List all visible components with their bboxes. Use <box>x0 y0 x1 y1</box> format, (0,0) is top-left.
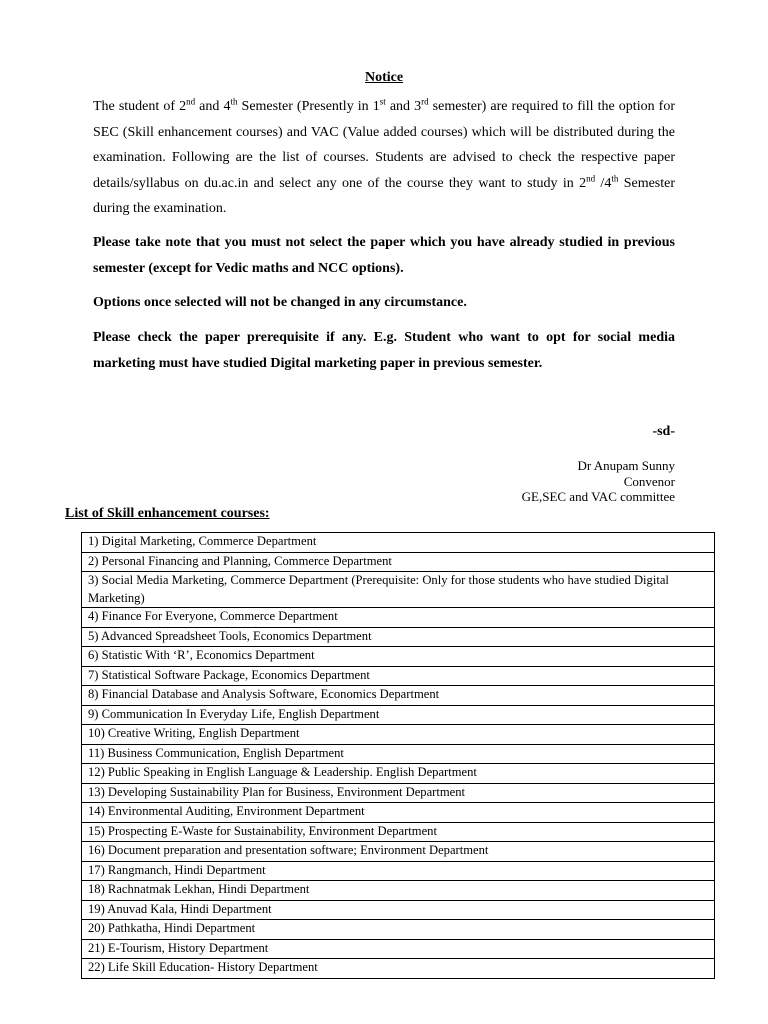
intro-text-4: and 3 <box>385 99 422 114</box>
course-cell: 15) Prospecting E-Waste for Sustainability, Environment Department <box>82 822 715 842</box>
course-cell: 22) Life Skill Education- History Department <box>82 959 715 979</box>
course-cell: 5) Advanced Spreadsheet Tools, Economics Department <box>82 627 715 647</box>
course-cell: 19) Anuvad Kala, Hindi Department <box>82 900 715 920</box>
table-row <box>82 608 715 628</box>
course-cell: 4) Finance For Everyone, Commerce Department <box>82 608 715 628</box>
course-cell: 18) Rachnatmak Lekhan, Hindi Department <box>82 881 715 901</box>
table-row <box>82 783 715 803</box>
intro-sup-5: nd <box>586 172 596 183</box>
course-cell: 2) Personal Financing and Planning, Commerce Department <box>82 552 715 572</box>
table-row <box>82 900 715 920</box>
course-cell: 8) Financial Database and Analysis Software, Economics Department <box>82 686 715 706</box>
notice-paragraph-prerequisite: Please check the paper prerequisite if any. E.g. Student who want to opt for social media marketing must have studied Digital marketing paper in previous semester. <box>93 330 675 371</box>
table-row <box>82 725 715 745</box>
course-cell: 6) Statistic With ‘R’, Economics Department <box>82 647 715 667</box>
course-cell: 9) Communication In Everyday Life, English Department <box>82 705 715 725</box>
intro-sup-4: rd <box>421 96 429 107</box>
course-cell: 16) Document preparation and presentation software; Environment Department <box>82 842 715 862</box>
course-cell: 11) Business Communication, English Department <box>82 744 715 764</box>
table-row <box>82 533 715 553</box>
course-cell: 20) Pathkatha, Hindi Department <box>82 920 715 940</box>
intro-sup-3: st <box>379 96 386 107</box>
intro-text-1: The student of 2 <box>93 99 187 114</box>
notice-paragraph-intro <box>93 94 675 222</box>
table-row <box>82 647 715 667</box>
course-cell: 12) Public Speaking in English Language & Leadership. English Department <box>82 764 715 784</box>
table-row <box>82 764 715 784</box>
table-row <box>82 842 715 862</box>
course-cell: 3) Social Media Marketing, Commerce Department (Prerequisite: Only for those students who have studied Digital Marketing) <box>82 572 715 608</box>
signatory-block <box>522 458 675 505</box>
table-row <box>82 744 715 764</box>
course-cell: 17) Rangmanch, Hindi Department <box>82 861 715 881</box>
intro-text-5: semester) are required to fill the option for SEC (Skill enhancement courses) and VAC (Value added courses) which will be distributed during the examination. Following are the list of courses. Students are advised to check the respective paper details/syllabus on du.ac.in and select any one of the course they want to study in 2 <box>93 99 675 191</box>
table-row <box>82 822 715 842</box>
intro-text-3: Semester (Presently in 1 <box>237 99 380 114</box>
intro-sup-6: th <box>611 172 619 183</box>
notice-paragraph-previous-semester: Please take note that you must not select the paper which you have already studied in previous semester (except for Vedic maths and NCC options). <box>93 235 675 276</box>
courses-heading: List of Skill enhancement courses: <box>65 506 270 521</box>
intro-text-6: /4 <box>595 175 612 191</box>
intro-sup-2: th <box>230 96 238 107</box>
table-row <box>82 920 715 940</box>
table-row <box>82 861 715 881</box>
courses-table <box>81 532 715 979</box>
course-cell: 21) E-Tourism, History Department <box>82 939 715 959</box>
table-row <box>82 939 715 959</box>
intro-text-2: and 4 <box>195 99 231 114</box>
table-row <box>82 803 715 823</box>
course-cell: 10) Creative Writing, English Department <box>82 725 715 745</box>
notice-title: Notice <box>364 70 404 85</box>
table-row <box>82 686 715 706</box>
table-row <box>82 705 715 725</box>
signatory-name: Dr Anupam Sunny <box>577 458 675 473</box>
course-cell: 1) Digital Marketing, Commerce Department <box>82 533 715 553</box>
signature-mark: -sd- <box>652 424 675 439</box>
course-cell: 7) Statistical Software Package, Economics Department <box>82 666 715 686</box>
table-row <box>82 959 715 979</box>
intro-sup-1: nd <box>186 96 196 107</box>
course-cell: 13) Developing Sustainability Plan for Business, Environment Department <box>82 783 715 803</box>
table-row <box>82 666 715 686</box>
course-cell: 14) Environmental Auditing, Environment Department <box>82 803 715 823</box>
table-row <box>82 627 715 647</box>
table-row <box>82 552 715 572</box>
notice-paragraph-no-change: Options once selected will not be changed in any circumstance. <box>93 295 467 310</box>
intro-text-7: Semester during the examination. <box>93 175 676 216</box>
table-row <box>82 572 715 608</box>
table-row <box>82 881 715 901</box>
signatory-role: Convenor <box>623 473 675 489</box>
signatory-committee: GE,SEC and VAC committee <box>521 489 675 504</box>
